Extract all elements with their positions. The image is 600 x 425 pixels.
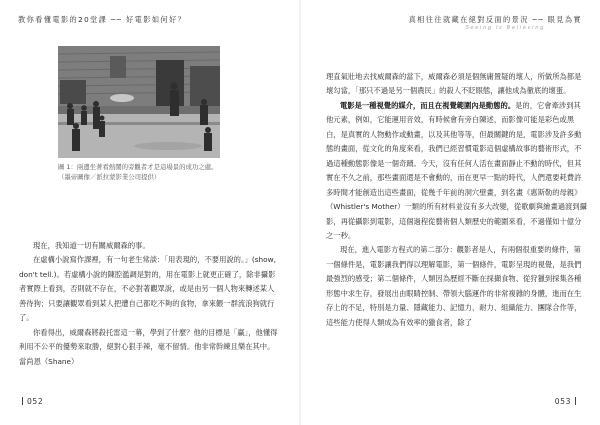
folio-text: 052: [27, 397, 44, 406]
lead-emphasis: 電影是一種視覺的媒介，而且在視覺範圍內是動態的。: [340, 100, 516, 110]
photo-illustration: [58, 46, 220, 158]
page-number-left: [18, 397, 43, 406]
right-page: [300, 0, 600, 425]
paragraph-text: 現在，進入電影方程式的第二部分：觀影者是人，有兩個很重要的條件，第一個條件是，電影讓我們得以理解電影，第一個條件，電影呈現的視覺，是我們最強烈的感受；第二個條件，人類因為歷經不斷在採擷食物、從狩獵到採集各種形態中求生存，發展出由眼睛控制、帶領大腦運作的非常複雜的身體，進而在生存上的不足，特別是力量、隱藏能力、記憶力、耐力、組織能力、團隊合作等，這些能力使得人類成為有效率的獵食者，除了: [326, 245, 582, 327]
running-head-left: 教你看懂電影的20堂課 ── 好電影如何好？: [18, 15, 187, 24]
running-head-right: 真相往往就藏在絕對反面的景況 ── 眼見為實: [408, 15, 582, 24]
western-saloon-photo: [58, 46, 220, 158]
paragraph-text: 是的，它會牽涉到其他元素，例如，它能運用音效，有時候會有旁白陳述，而影像可能是彩色或黑白，是真實的人物動作或動畫，以及其他等等，但最關鍵的是，電影涉及許多動態的畫面，從文化的角度來看，我們已經習慣電影這個虛構故事的藝術形式，不過這種動態影像是一個奇蹟。今天，沒有任何人活在畫面靜止不動的時代，但其實在不久之前，那些畫面還是不會動的，而在更早一點的時代，人們還要耗費許多時間才能創造出這些畫面，從幾千年前的洞穴壁畫，到名畫《惠斯勒的母親》（Whistler's Mother）一類的所有材料並沒有多大改變，從歌劇與繪畫過渡到攝影，再從攝影到電影，這個過程從藝術個人類歷史的範圍來看，不過僅如十億分之一秒。: [326, 100, 587, 240]
paragraph: [326, 243, 588, 330]
photo-caption: 圖 1：兩邊坐著看熱鬧的旁觀者才是這場景的成功之處。（墨帝圖像／派拉蒙影業公司提供）: [58, 163, 218, 181]
paragraph: 在虛構小說寫作課裡，有一句老生常談：「用表現的，不要用說的。」(show, don't tell.)。若虛構小說的陳腔濫調是對的，用在電影上就更正確了，除非攝影者實際上看到，否則就不存在，不必對著觀眾說，或是由另一個人物來轉述某人善待狗；只要讓觀眾看到某人把遭自己都吃不夠的食物，拿來餵一群流浪狗就行了。: [19, 255, 276, 323]
page-number-right: [555, 397, 580, 406]
paragraph: [326, 99, 588, 244]
folio-rule: [575, 397, 576, 405]
right-body-text: [326, 70, 588, 330]
folio-text: 053: [554, 397, 571, 406]
paragraph: 你看得出，威爾森將殺托雷這一幕，學到了什麼？他的目標是「贏」，他懂得利用不公平的優勢來取勝，絕對心狠手辣，毫不留情。他非常幹練且樂在其中。當尚恩（Shane）: [19, 327, 278, 366]
running-subhead: Seeing Is Believing: [465, 25, 545, 31]
paragraph-text: 理直氣壯地去找威爾森的當下，威爾森必須是個無庸置疑的壞人，所做所為都是壞勾當，「那只不過是另一個農民」的殺人不眨眼態，讓他成為徹底的壞蛋。: [326, 72, 582, 96]
left-body-text: [19, 239, 279, 369]
folio-rule: [22, 397, 23, 405]
paragraph: 現在，我知道一切有關威爾森的事。: [33, 241, 150, 250]
paragraph: [326, 70, 588, 99]
